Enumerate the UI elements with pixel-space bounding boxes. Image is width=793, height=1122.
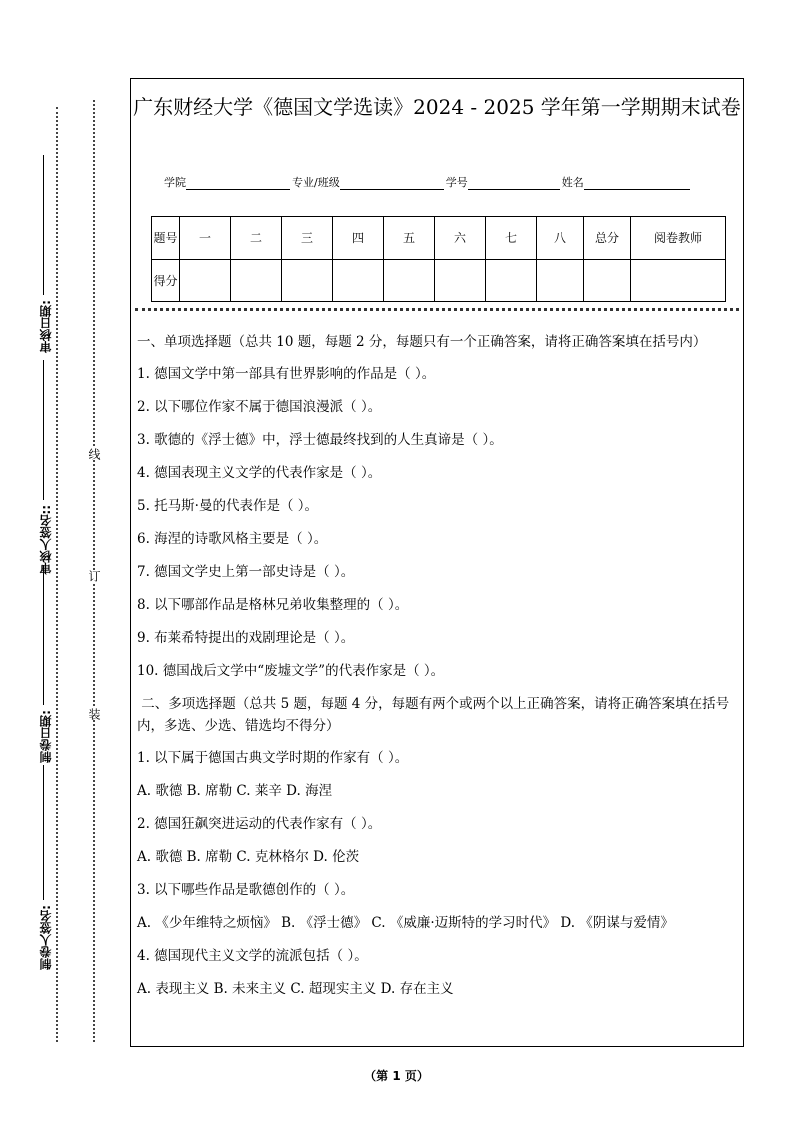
question: 6. 海涅的诗歌风格主要是（ ）。	[137, 531, 328, 547]
section1-heading: 一、单项选择题（总共 10 题，每题 2 分，每题只有一个正确答案，请将正确答案填在括号内）	[137, 334, 707, 350]
question: 3. 歌德的《浮士德》中，浮士德最终找到的人生真谛是（ ）。	[137, 432, 503, 448]
exam-frame	[130, 78, 744, 1047]
binding-staple-char: 订	[87, 570, 101, 582]
major-class-field[interactable]	[340, 177, 444, 190]
question: 2. 德国狂飙突进运动的代表作家有（ ）。	[137, 816, 382, 832]
question-options: A. 歌德 B. 席勒 C. 莱辛 D. 海涅	[137, 783, 333, 799]
col-grader: 阅卷教师	[631, 217, 726, 260]
row-label-score: 得分	[152, 260, 180, 302]
reviewer-date-line	[43, 155, 44, 295]
question: 1. 以下属于德国古典文学时期的作家有（ ）。	[137, 750, 409, 766]
score-table-score-row	[152, 260, 726, 302]
maker-date-line	[43, 565, 44, 705]
grader-cell[interactable]	[631, 260, 726, 302]
score-cell[interactable]	[486, 260, 537, 302]
col-8: 八	[537, 217, 584, 260]
col-6: 六	[435, 217, 486, 260]
score-cell[interactable]	[537, 260, 584, 302]
score-cell[interactable]	[282, 260, 333, 302]
col-1: 一	[180, 217, 231, 260]
col-3: 三	[282, 217, 333, 260]
name-label: 姓名	[561, 176, 584, 189]
exam-content	[137, 331, 741, 1011]
question-options: A. 歌德 B. 席勒 C. 克林格尔 D. 伦茨	[137, 849, 360, 865]
dotted-separator	[135, 308, 739, 311]
score-cell[interactable]	[231, 260, 282, 302]
score-cell[interactable]	[333, 260, 384, 302]
college-label: 学院	[164, 176, 186, 189]
score-table	[151, 216, 726, 302]
col-total: 总分	[584, 217, 631, 260]
question-options: A. 《少年维特之烦恼》 B. 《浮士德》 C. 《威廉·迈斯特的学习时代》 D. 《阴谋与爱情》	[137, 915, 674, 931]
exam-title: 广东财经大学《德国文学选读》2024 - 2025 学年第一学期期末试卷	[133, 95, 741, 119]
student-id-label: 学号	[445, 176, 468, 189]
question: 9. 布莱希特提出的戏剧理论是（ ）。	[137, 630, 355, 646]
question-options: A. 表现主义 B. 未来主义 C. 超现实主义 D. 存在主义	[137, 981, 454, 997]
student-info-row	[164, 174, 692, 190]
col-4: 四	[333, 217, 384, 260]
col-7: 七	[486, 217, 537, 260]
question: 8. 以下哪部作品是格林兄弟收集整理的（ ）。	[137, 597, 409, 613]
maker-sign-line	[43, 765, 44, 900]
name-field[interactable]	[584, 177, 690, 190]
college-field[interactable]	[186, 177, 290, 190]
section2-heading: 二、多项选择题（总共 5 题，每题 4 分，每题有两个或两个以上正确答案，请将正确答案填在括号内，多选、少选、错选均不得分）	[137, 696, 730, 734]
binding-dotted-line-left	[56, 107, 58, 1042]
score-cell[interactable]	[435, 260, 486, 302]
reviewer-date-label: 审核日期:	[39, 300, 53, 353]
question: 5. 托马斯·曼的代表作是（ ）。	[137, 498, 319, 514]
col-2: 二	[231, 217, 282, 260]
reviewer-sign-line	[43, 360, 44, 500]
question: 4. 德国现代主义文学的流派包括（ ）。	[137, 948, 368, 964]
row-label-number: 题号	[152, 217, 180, 260]
maker-sign-label: 制卷人签名:	[39, 905, 53, 970]
question: 7. 德国文学史上第一部史诗是（ ）。	[137, 564, 355, 580]
question: 10. 德国战后文学中“废墟文学”的代表作家是（ ）。	[137, 663, 445, 679]
score-cell-total[interactable]	[584, 260, 631, 302]
binding-line-char: 线	[87, 448, 101, 460]
binding-bind-char: 装	[87, 708, 101, 720]
score-table-header-row	[152, 217, 726, 260]
page-number: （第 1 页）	[364, 1069, 429, 1083]
score-cell[interactable]	[384, 260, 435, 302]
student-id-field[interactable]	[468, 177, 560, 190]
question: 1. 德国文学中第一部具有世界影响的作品是（ ）。	[137, 366, 436, 382]
reviewer-sign-label: 审核人签名::	[39, 505, 53, 575]
question: 4. 德国表现主义文学的代表作家是（ ）。	[137, 465, 382, 481]
question: 3. 以下哪些作品是歌德创作的（ ）。	[137, 882, 355, 898]
col-5: 五	[384, 217, 435, 260]
score-cell[interactable]	[180, 260, 231, 302]
maker-date-label: 制卷日期:	[39, 710, 53, 763]
question: 2. 以下哪位作家不属于德国浪漫派（ ）。	[137, 399, 382, 415]
major-class-label: 专业/班级	[292, 176, 340, 189]
